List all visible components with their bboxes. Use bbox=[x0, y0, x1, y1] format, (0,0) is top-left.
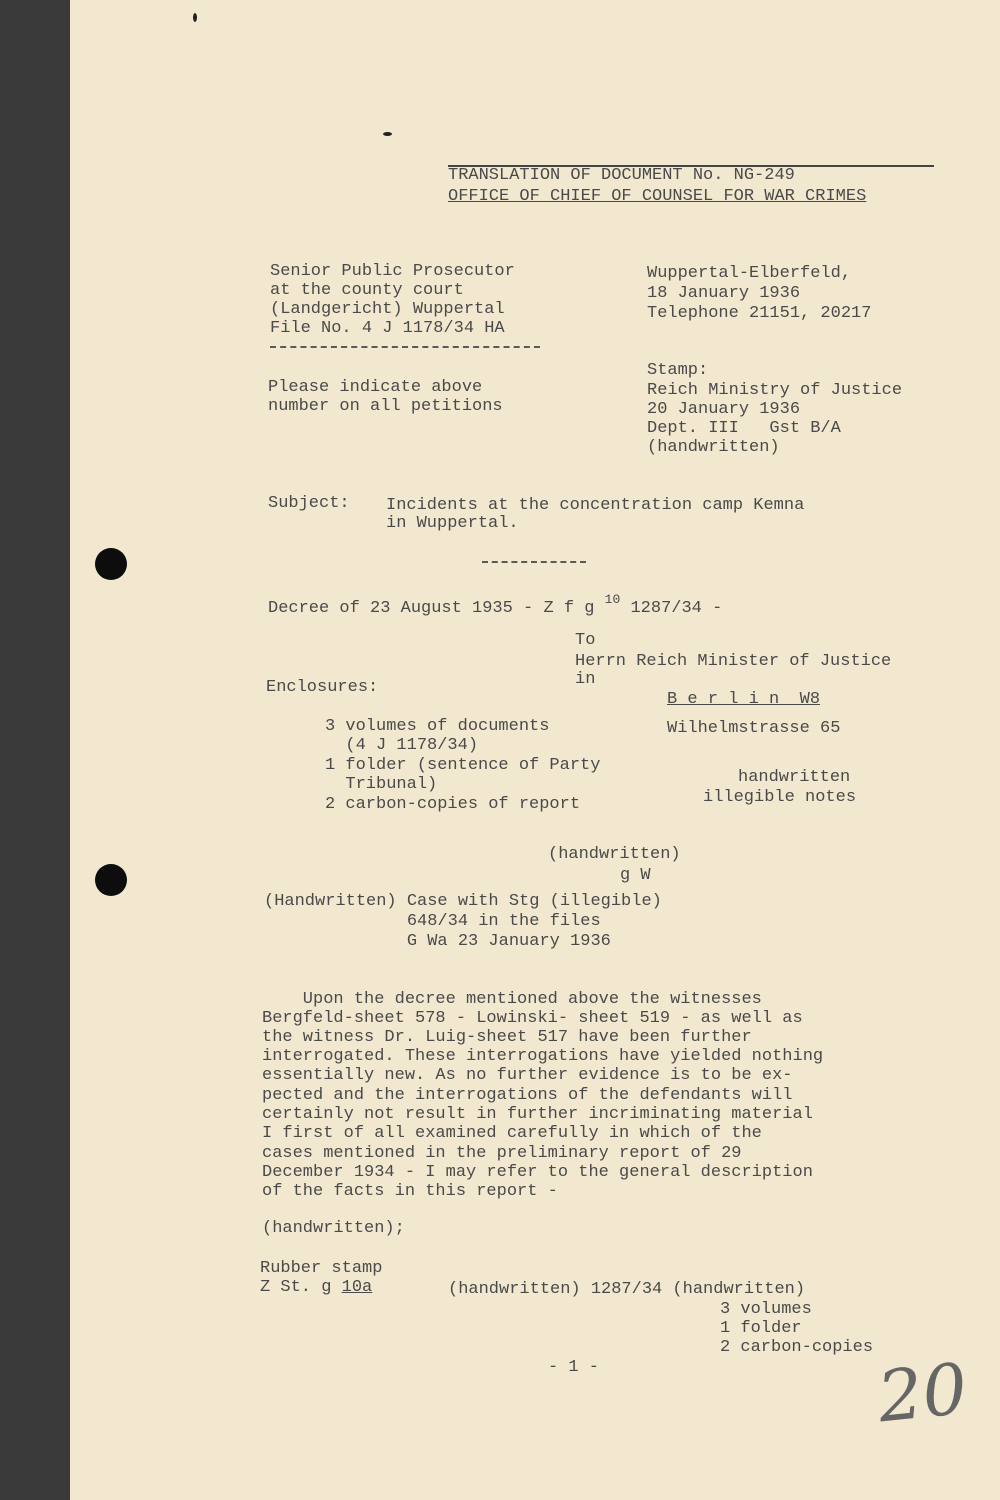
enclosure-item: Tribunal) bbox=[325, 775, 438, 794]
stamp-ministry: Reich Ministry of Justice bbox=[647, 381, 903, 400]
rubber-stamp-label bbox=[260, 1259, 382, 1279]
sender-line-2: at the county court bbox=[270, 281, 464, 300]
stamp-label: Stamp: bbox=[647, 361, 709, 380]
enclosure-item: 3 volumes of documents bbox=[325, 717, 550, 736]
decree-suffix: 1287/34 - bbox=[620, 599, 723, 618]
addressee-to: To bbox=[575, 631, 596, 650]
rubber-stamp-text: Rubber stamp bbox=[260, 1259, 383, 1278]
footer-reference: (handwritten) 1287/34 (handwritten) bbox=[448, 1280, 806, 1299]
header-rule-top bbox=[448, 165, 934, 167]
body-line: certainly not result in further incriminating material bbox=[262, 1105, 813, 1124]
document-page bbox=[70, 0, 1000, 1500]
ink-speck bbox=[193, 13, 197, 22]
side-note-2: illegible notes bbox=[703, 788, 857, 807]
footer-handwritten: (handwritten); bbox=[262, 1219, 405, 1238]
side-note-1: handwritten bbox=[738, 768, 851, 787]
date-line: 18 January 1936 bbox=[647, 284, 801, 303]
stamp-handwritten: (handwritten) bbox=[647, 438, 780, 457]
petition-note-1: Please indicate above bbox=[268, 378, 483, 397]
punch-hole-top bbox=[95, 548, 127, 580]
sender-divider bbox=[270, 346, 540, 348]
subject-label: Subject: bbox=[268, 494, 350, 513]
body-line: essentially new. As no further evidence is to be ex- bbox=[262, 1066, 793, 1085]
enclosure-item: (4 J 1178/34) bbox=[325, 736, 479, 755]
case-note-1: (Handwritten) Case with Stg (illegible) bbox=[264, 892, 662, 911]
footer-list-item: 2 carbon-copies bbox=[720, 1338, 874, 1357]
addressee-city: B e r l i n W8 bbox=[667, 690, 821, 709]
place-line: Wuppertal-Elberfeld, bbox=[647, 264, 852, 283]
case-note-2: 648/34 in the files bbox=[264, 912, 601, 931]
decree-prefix: Decree of 23 August 1935 - Z f g bbox=[268, 599, 605, 618]
rubber-stamp-code-line bbox=[260, 1278, 372, 1298]
subject-line-1: Incidents at the concentration camp Kemna bbox=[386, 496, 805, 515]
body-line: Bergfeld-sheet 578 - Lowinski- sheet 519 - as well as bbox=[262, 1009, 803, 1028]
rubber-stamp-prefix: Z St. g bbox=[260, 1278, 342, 1297]
scan-dark-edge bbox=[0, 0, 70, 1500]
telephone-line: Telephone 21151, 20217 bbox=[647, 304, 872, 323]
decree-line bbox=[268, 590, 722, 619]
handwritten-label: (handwritten) bbox=[548, 845, 681, 864]
sender-line-3: (Landgericht) Wuppertal bbox=[270, 300, 505, 319]
subject-divider bbox=[482, 561, 586, 563]
body-line: December 1934 - I may refer to the general description bbox=[262, 1163, 813, 1182]
body-line: I first of all examined carefully in which of the bbox=[262, 1124, 762, 1143]
body-line: of the facts in this report - bbox=[262, 1182, 558, 1201]
handwritten-initials: g W bbox=[620, 866, 651, 885]
office-header: OFFICE OF CHIEF OF COUNSEL FOR WAR CRIMES bbox=[448, 187, 867, 206]
body-line: Upon the decree mentioned above the witnesses bbox=[262, 990, 762, 1009]
ink-speck bbox=[383, 132, 392, 136]
enclosures-label: Enclosures: bbox=[266, 678, 379, 697]
sender-file-number: File No. 4 J 1178/34 HA bbox=[270, 319, 505, 338]
case-note-3: G Wa 23 January 1936 bbox=[264, 932, 611, 951]
handwritten-sheet-number: 20 bbox=[873, 1347, 972, 1439]
body-line: the witness Dr. Luig-sheet 517 have been further bbox=[262, 1028, 752, 1047]
stamp-dept: Dept. III Gst B/A bbox=[647, 419, 841, 438]
addressee-street: Wilhelmstrasse 65 bbox=[667, 719, 841, 738]
stamp-date: 20 January 1936 bbox=[647, 400, 801, 419]
body-line: pected and the interrogations of the defendants will bbox=[262, 1086, 793, 1105]
addressee-in: in bbox=[575, 670, 596, 689]
decree-superscript: 10 bbox=[604, 592, 621, 607]
footer-list-item: 1 folder bbox=[720, 1319, 802, 1338]
footer-list-item: 3 volumes bbox=[720, 1300, 812, 1319]
sender-line-1: Senior Public Prosecutor bbox=[270, 262, 515, 281]
enclosure-item: 1 folder (sentence of Party bbox=[325, 756, 601, 775]
body-line: interrogated. These interrogations have yielded nothing bbox=[262, 1047, 824, 1066]
page-number: - 1 - bbox=[548, 1358, 600, 1377]
punch-hole-bottom bbox=[95, 864, 127, 896]
enclosure-item: 2 carbon-copies of report bbox=[325, 795, 581, 814]
rubber-stamp-code: 10a bbox=[341, 1278, 373, 1297]
petition-note-2: number on all petitions bbox=[268, 397, 503, 416]
translation-header: TRANSLATION OF DOCUMENT No. NG-249 bbox=[448, 166, 795, 185]
body-line: cases mentioned in the preliminary report of 29 bbox=[262, 1144, 742, 1163]
subject-line-2: in Wuppertal. bbox=[386, 514, 519, 533]
addressee-minister: Herrn Reich Minister of Justice bbox=[575, 652, 892, 671]
